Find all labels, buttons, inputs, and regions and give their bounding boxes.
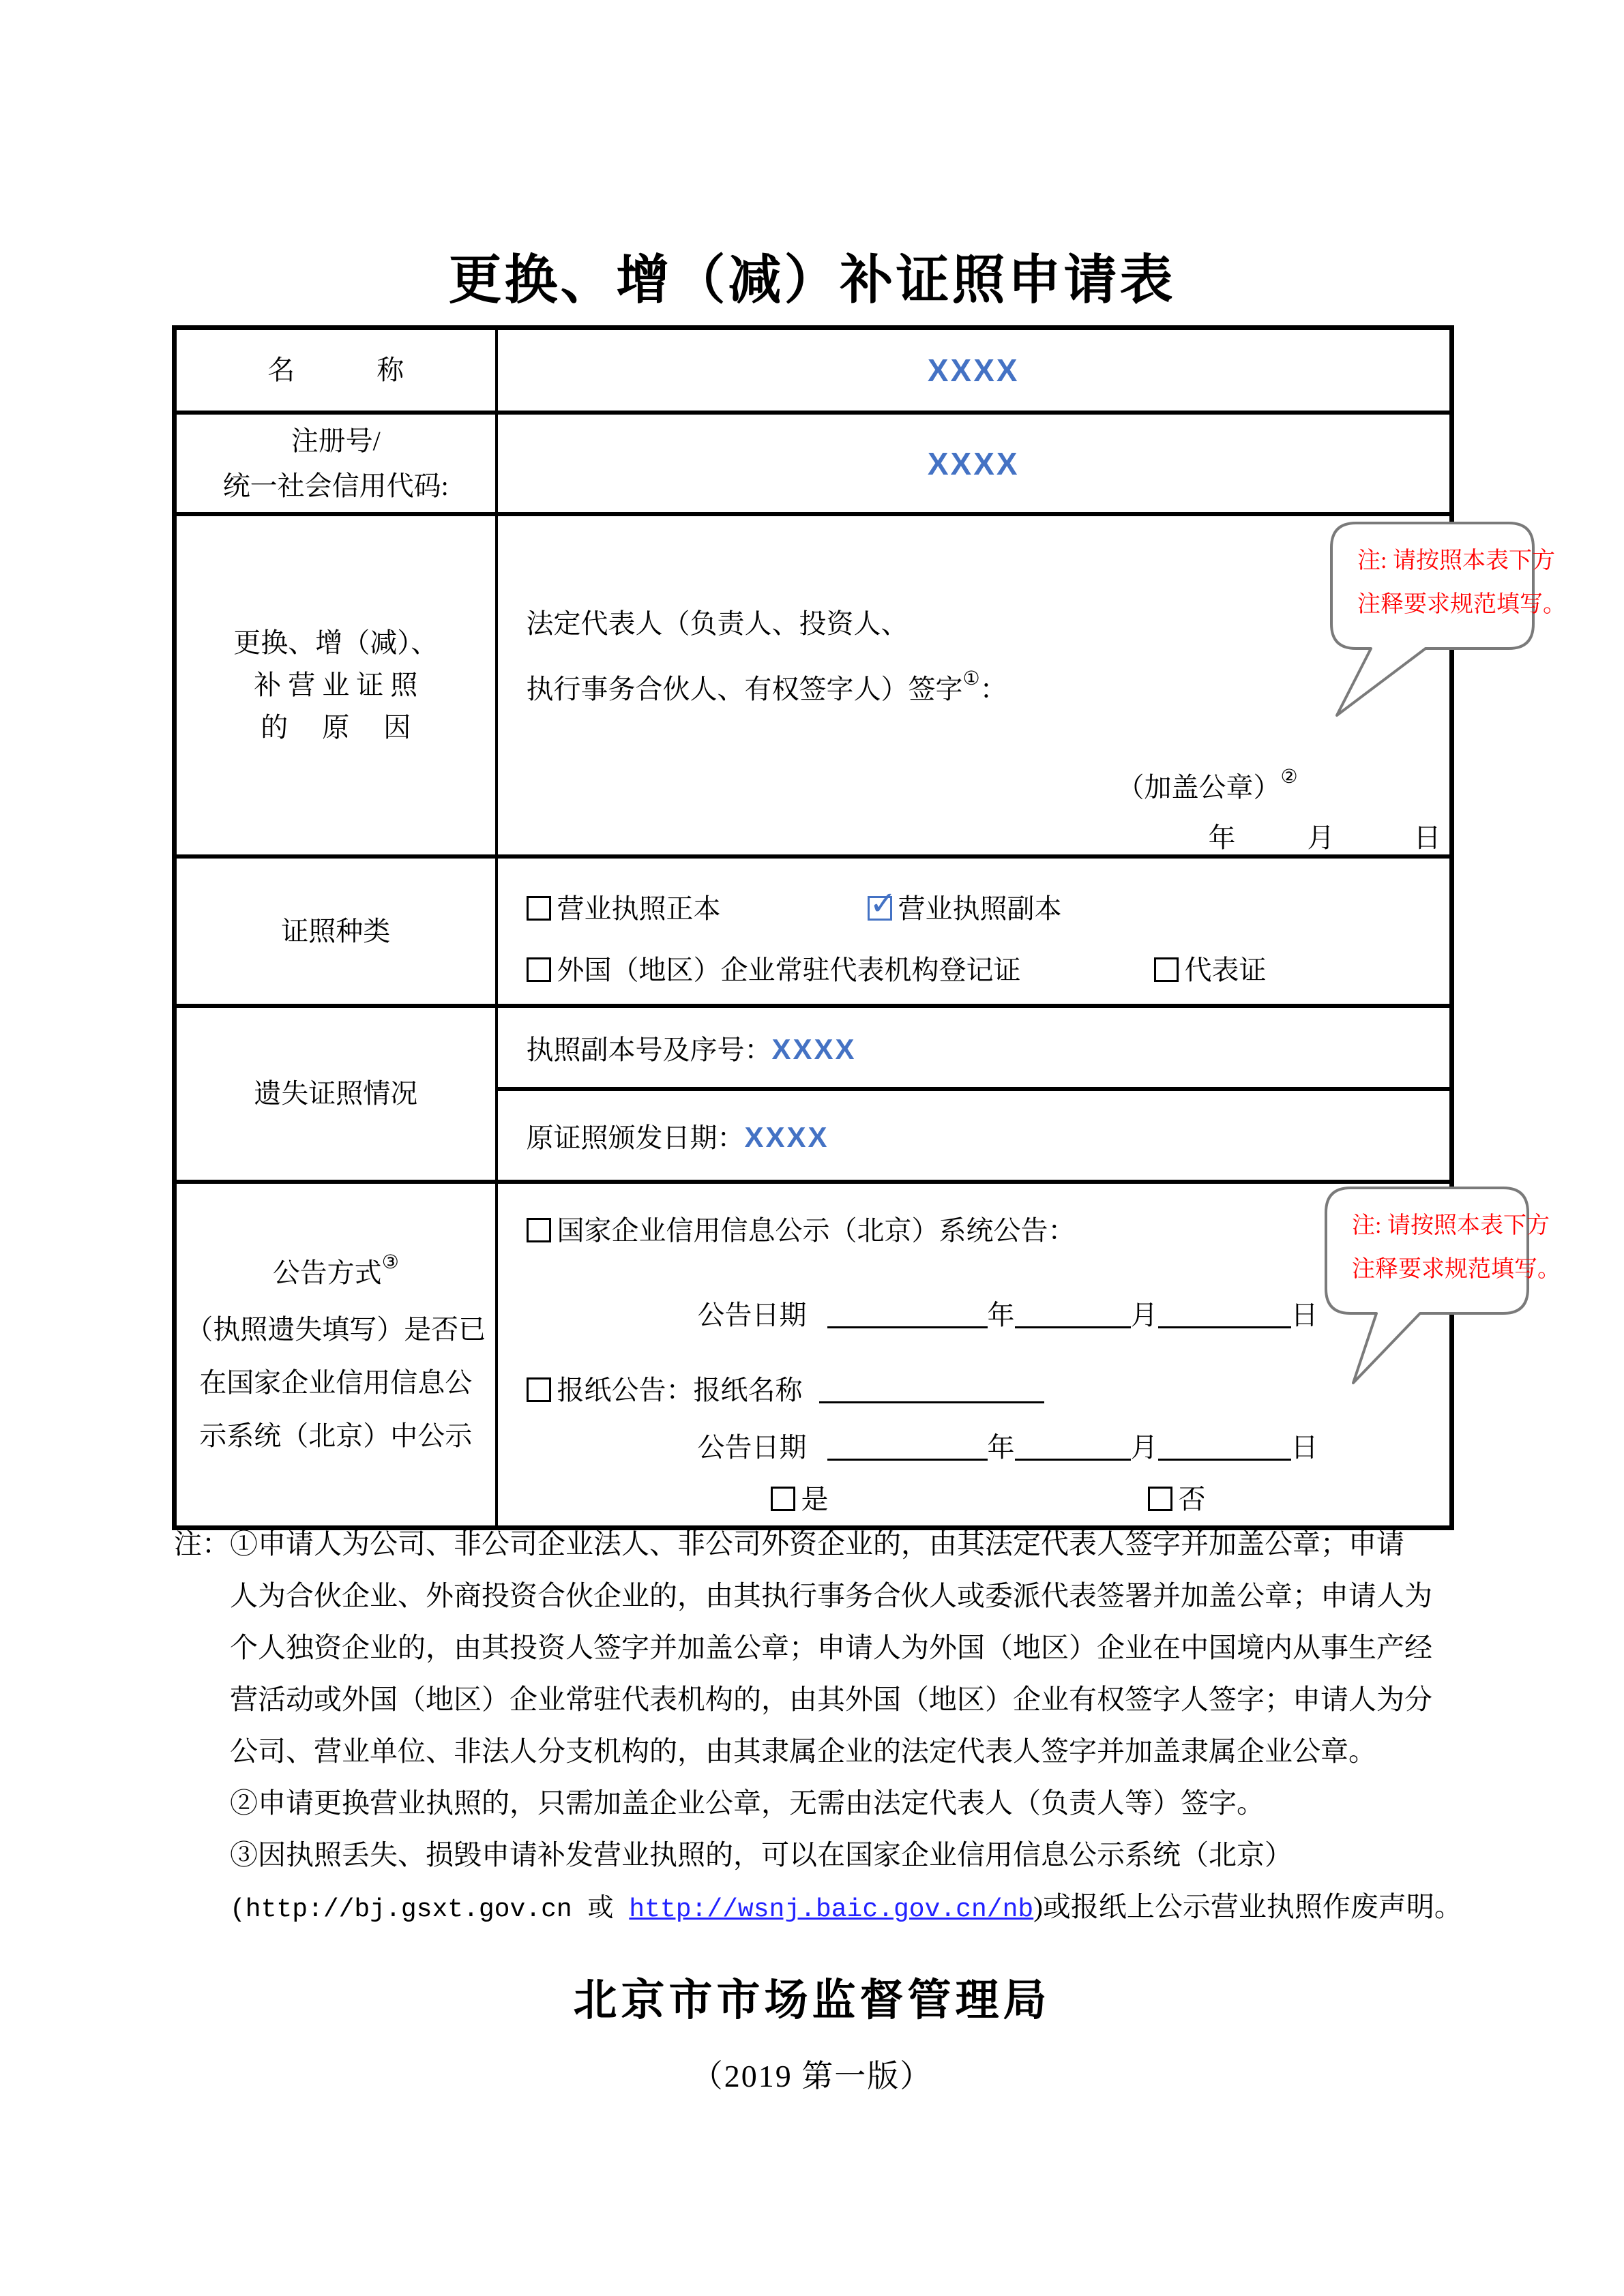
url-link[interactable]: http://wsnj.baic.gov.cn/nb (629, 1895, 1034, 1924)
blank-month-field[interactable] (1015, 1304, 1131, 1328)
reason-content (498, 519, 1450, 852)
announce-option-no: 否 (1148, 1485, 1206, 1515)
reason-label-line1: 更换、增（减）、 (233, 627, 439, 658)
callout-note-bottom (1325, 1187, 1561, 1386)
note-line-3: 个人独资企业的，由其投资人签字并加盖公章；申请人为外国（地区）企业在中国境内从事生产经 (230, 1632, 1432, 1663)
checkbox-unchecked[interactable] (1154, 957, 1179, 982)
checkbox-checked[interactable] (868, 884, 897, 923)
sign-date-line: 年 月 日 (1208, 822, 1441, 853)
announce-date-line-2: 公告日期 年 月 日 (697, 1431, 1318, 1463)
table-row (175, 413, 1452, 514)
blank-year-field[interactable] (827, 1304, 988, 1328)
page-title: 更换、增（减）补证照申请表 (448, 250, 1176, 310)
regno-value: XXXX (927, 445, 1020, 481)
footnote-ref-2: ② (1280, 766, 1298, 788)
lost-line-issue-date: 原证照颁发日期：XXXX (526, 1120, 829, 1153)
announce-option-system: 国家企业信用信息公示（北京）系统公告： (527, 1216, 1076, 1246)
issue-date-value: XXXX (744, 1120, 829, 1153)
reason-line1: 法定代表人（负责人、投资人、 (526, 608, 909, 639)
application-form-table (172, 325, 1454, 1530)
reason-label-line2: 补 营 业 证 照 (254, 670, 418, 700)
checkbox-unchecked[interactable] (1148, 1487, 1172, 1511)
reason-label-line3: 的 原 因 (261, 712, 411, 743)
blank-month-field[interactable] (1015, 1437, 1131, 1461)
license-option-rep-cert: 代表证 (1154, 955, 1267, 985)
callout-text: 注: 请按照本表下方 注释要求规范填写。 (1357, 548, 1566, 617)
announce-date-line-1: 公告日期 年 月 日 (697, 1299, 1318, 1330)
checkbox-unchecked[interactable] (527, 957, 551, 982)
note-line-7: ③因执照丢失、损毁申请补发营业执照的，可以在国家企业信用信息公示系统（北京） (230, 1839, 1293, 1870)
checkbox-unchecked[interactable] (771, 1487, 795, 1511)
license-option-original: 营业执照正本 (527, 894, 721, 924)
footer-version: （2019 第一版） (691, 2059, 933, 2093)
footnote-ref-1: ① (962, 668, 980, 689)
license-type-content (498, 861, 1450, 1001)
license-option-foreign: 外国（地区）企业常驻代表机构登记证 (527, 955, 1021, 985)
callout-note-top (1330, 522, 1566, 721)
blank-day-field[interactable] (1158, 1304, 1291, 1328)
url-plain: (http://bj.gsxt.gov.cn 或 (230, 1895, 630, 1924)
regno-label (175, 413, 497, 514)
regno-label-line2: 统一社会信用代码: (222, 470, 449, 501)
table-row (175, 328, 1452, 413)
name-value: XXXX (927, 353, 1020, 388)
reason-label (175, 514, 497, 856)
note-line-6: ②申请更换营业执照的，只需加盖企业公章，无需由法定代表人（负责人等）签字。 (230, 1787, 1265, 1819)
name-label: 名 称 (175, 328, 497, 413)
table-row (175, 1182, 1452, 1528)
announce-option-newspaper: 报纸公告：报纸名称 (527, 1375, 1044, 1405)
checkbox-unchecked[interactable] (527, 1218, 551, 1242)
note-line-8: (http://bj.gsxt.gov.cn 或 http://wsnj.baic.gov.cn/nb)或报纸上公示营业执照作废声明。 (230, 1891, 1462, 1924)
announce-content (498, 1187, 1450, 1523)
table-row (175, 514, 1452, 856)
callout-text: 注: 请按照本表下方 注释要求规范填写。 (1352, 1213, 1561, 1282)
note-line-2: 人为合伙企业、外商投资合伙企业的，由其执行事务合伙人或委派代表签署并加盖公章；申请人为 (230, 1580, 1432, 1611)
serial-value: XXXX (771, 1032, 857, 1065)
license-option-duplicate: ✓ 营业执照副本 (868, 894, 1062, 924)
reason-line2: 执行事务合伙人、有权签字人）签字①： (526, 668, 1007, 704)
note-line-1: 注：①申请人为公司、非公司企业法人、非公司外资企业的，由其法定代表人签字并加盖公章；申请 (174, 1528, 1404, 1560)
announce-label-line1: 公告方式③ (272, 1252, 399, 1288)
footnote-ref-3: ③ (381, 1252, 399, 1273)
blank-newspaper-name-field[interactable] (819, 1380, 1044, 1403)
footer-organization: 北京市市场监督管理局 (573, 1976, 1051, 2025)
table-row (175, 1006, 1452, 1089)
lost-line-serial: 执照副本号及序号：XXXX (526, 1032, 857, 1065)
table-row (175, 856, 1452, 1006)
license-type-label: 证照种类 (175, 856, 497, 1006)
regno-label-line1: 注册号/ (291, 425, 381, 456)
checkbox-unchecked[interactable] (527, 896, 551, 921)
check-icon: ✓ (869, 884, 897, 923)
notes-prefix: 注： (174, 1528, 230, 1560)
checkbox-unchecked[interactable] (527, 1377, 551, 1402)
announce-label: 公告方式③ （执照遗失填写）是否已 在国家企业信用信息公 示系统（北京）中公示 (175, 1182, 497, 1528)
announce-option-yes: 是 (771, 1485, 829, 1515)
lost-license-label: 遗失证照情况 (175, 1006, 497, 1182)
note-line-5: 公司、营业单位、非法人分支机构的，由其隶属企业的法定代表人签字并加盖隶属企业公章。 (230, 1735, 1376, 1767)
note-line-4: 营活动或外国（地区）企业常驻代表机构的，由其外国（地区）企业有权签字人签字；申请人为分 (230, 1684, 1432, 1715)
seal-line: （加盖公章）② (1117, 766, 1298, 803)
blank-day-field[interactable] (1158, 1437, 1291, 1461)
notes-section (174, 1518, 1524, 1936)
blank-year-field[interactable] (827, 1437, 988, 1461)
